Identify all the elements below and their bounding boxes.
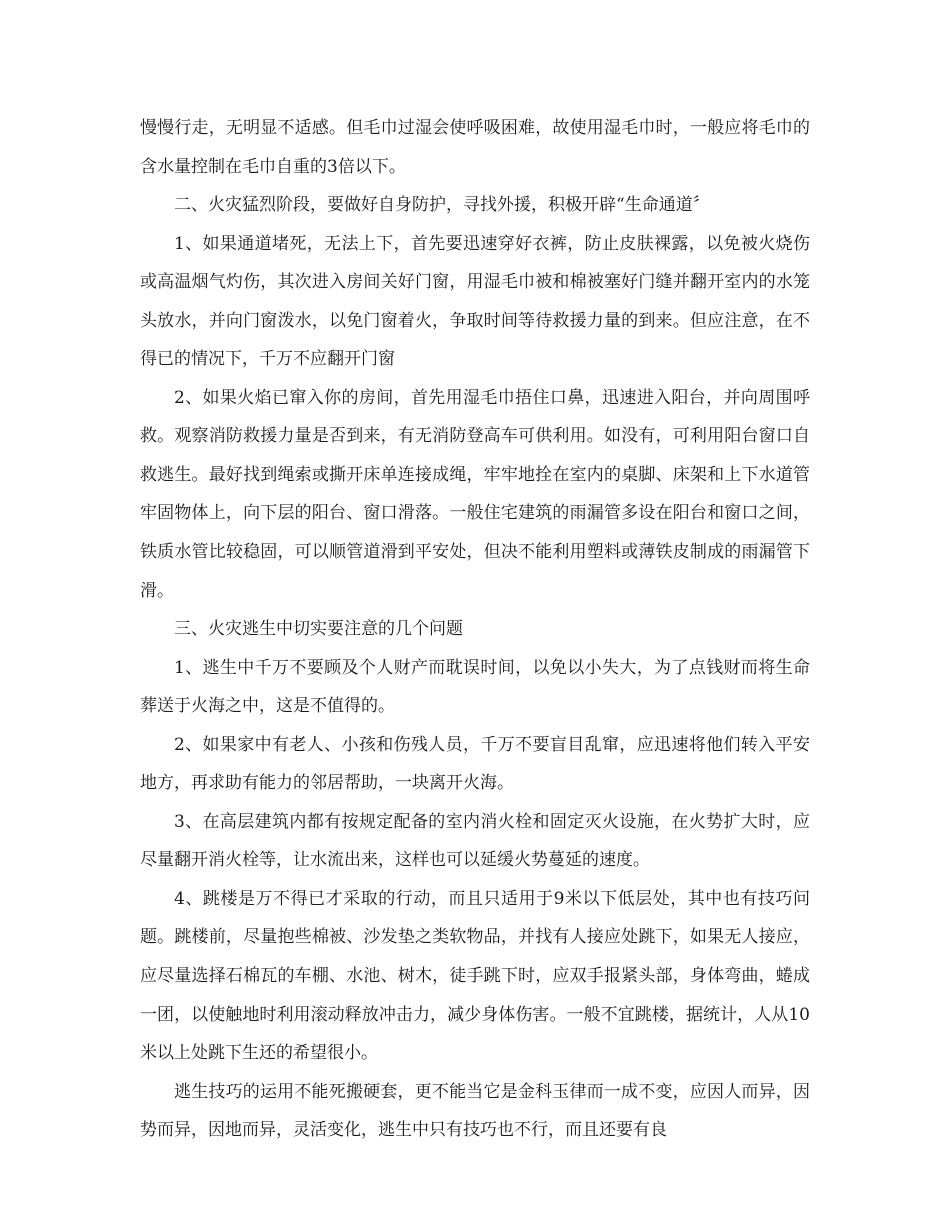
- paragraph: 慢慢行走，无明显不适感。但毛巾过湿会使呼吸困难，故使用湿毛巾时，一般应将毛巾的含水量控制在毛巾自重的3倍以下。: [140, 118, 810, 177]
- section-heading: 三、火灾逃生中切实要注意的几个问题: [174, 619, 463, 640]
- document-body: [140, 109, 810, 1150]
- section-heading: 二、火灾猛烈阶段，要做好自身防护，寻找外援，积极开辟“生命通道〞: [174, 195, 710, 216]
- paragraph: 1、如果通道堵死，无法上下，首先要迅速穿好衣裤，防止皮肤裸露，以免被火烧伤或高温烟气灼伤，其次进入房间关好门窗，用湿毛巾被和棉被塞好门缝并翻开室内的水笼头放水，并向门窗泼水，以免门窗着火，争取时间等待救援力量的到来。但应注意，在不得已的情况下，千万不应翻开门窗: [140, 233, 810, 370]
- paragraph: 4、跳楼是万不得已才采取的行动，而且只适用于9米以下低层处，其中也有技巧问题。跳楼前，尽量抱些棉被、沙发垫之类软物品，并找有人接应处跳下，如果无人接应，应尽量选择石棉瓦的车棚、水池、树木，徒手跳下时，应双手报紧头部，身体弯曲，蜷成一团，以使触地时利用滚动释放冲击力，减少身体伤害。一般不宜跳楼，据统计，人从10米以上处跳下生还的希望很小。: [140, 888, 810, 1064]
- paragraph: 1、逃生中千万不要顾及个人财产而耽误时间，以免以小失大，为了点钱财而将生命葬送于火海之中，这是不值得的。: [140, 657, 810, 717]
- paragraph: 2、如果火焰已窜入你的房间，首先用湿毛巾捂住口鼻，迅速进入阳台，并向周围呼救。观察消防救援力量是否到来，有无消防登高车可供利用。如没有，可利用阳台窗口自救逃生。最好找到绳索或撕开床单连接成绳，牢牢地拴在室内的桌脚、床架和上下水道管牢固物体上，向下层的阳台、窗口滑落。一般住宅建筑的雨漏管多设在阳台和窗口之间，铁质水管比较稳固，可以顺管道滑到平安处，但决不能利用塑料或薄铁皮制成的雨漏管下滑。: [140, 387, 810, 601]
- paragraph: 2、如果家中有老人、小孩和伤残人员，千万不要盲目乱窜，应迅速将他们转入平安地方，再求助有能力的邻居帮助，一块离开火海。: [140, 734, 810, 794]
- paragraph: 逃生技巧的运用不能死搬硬套，更不能当它是金科玉律而一成不变，应因人而异，因势而异，因地而异，灵活变化，逃生中只有技巧也不行，而且还要有良: [140, 1081, 810, 1141]
- paragraph: 3、在高层建筑内都有按规定配备的室内消火栓和固定灭火设施，在火势扩大时，应尽量翻开消火栓等，让水流出来，这样也可以延缓火势蔓延的速度。: [140, 811, 810, 871]
